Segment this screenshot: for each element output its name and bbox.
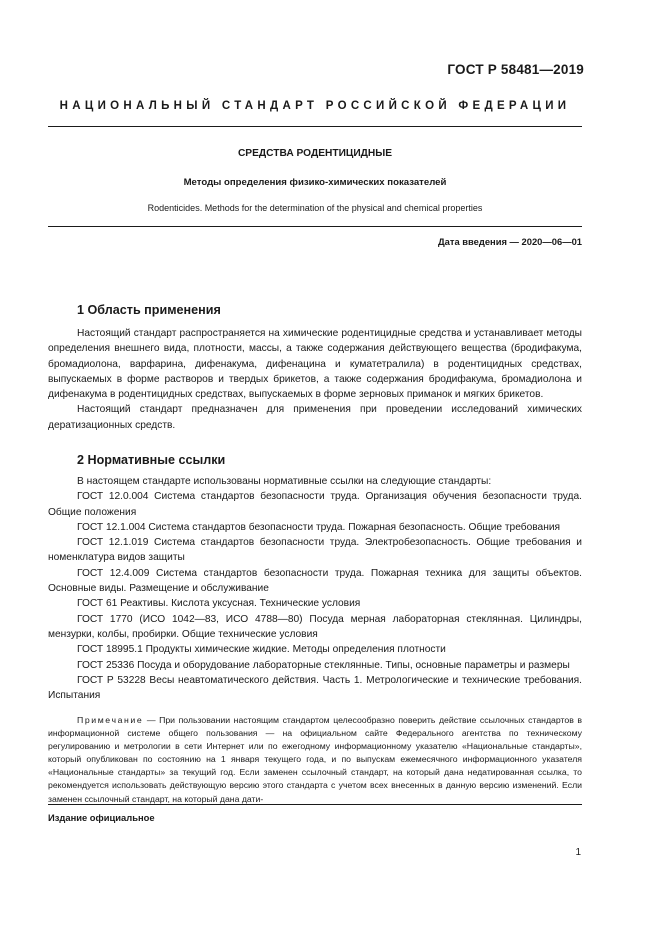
document-title: СРЕДСТВА РОДЕНТИЦИДНЫЕ	[237, 148, 393, 159]
section-2-body	[48, 474, 582, 703]
title-divider	[48, 226, 582, 227]
section-2-intro: В настоящем стандарте использованы нормативные ссылки на следующие стандарты:	[77, 476, 492, 487]
reference-item: ГОСТ 25336 Посуда и оборудование лабораторные стеклянные. Типы, основные параметры и размеры	[77, 659, 570, 671]
reference-item: ГОСТ 12.1.004 Система стандартов безопасности труда. Пожарная безопасность. Общие требования	[77, 521, 561, 533]
section-1-heading: 1 Область применения	[77, 303, 221, 317]
note	[48, 714, 582, 806]
document-subtitle: Методы определения физико-химических показателей	[183, 177, 447, 188]
footer-divider	[48, 804, 582, 805]
note-text: — При пользовании настоящим стандартом целесообразно поверить действие ссылочных стандартов в информационной системе общего пользования — на официальном сайте Федерального агентства по техническому регулированию и метрологии в сети Интернет или по ежегодному информационному указателю «Национальные стандарты», который опубликован по состоянию на 1 января текущего года, и по выпускам ежемесячного информационного указателя «Национальные стандарты» за текущий год. Если заменен ссылочный стандарт, на который дана недатированная ссылка, то рекомендуется использовать действующую версию этого стандарта с учетом всех внесенных в данную версию изменений. Если заменен ссылочный стандарт, на который дана дати-	[48, 715, 582, 804]
introduction-date: Дата введения — 2020—06—01	[437, 236, 582, 247]
note-paragraph	[48, 714, 582, 806]
page-number: 1	[575, 847, 581, 858]
section-1-body	[48, 326, 582, 433]
header-divider	[48, 126, 582, 127]
section-1-paragraph: Настоящий стандарт распространяется на химические родентицидные средства и устанавливает методы определения внешнего вида, плотности, массы, а также содержания действующего вещества (бродифакума, бромадиолона, варфарина, дифенакума, дифенацина и куматетралила) в родентицидных средствах, выпускаемых в форме растворов и твердых брикетов, а также содержания бродифакума, бромадиолона и дифенакума в родентицидных средствах, выпускаемых в форме зерновых приманок и мягких брикетов.	[48, 328, 582, 401]
english-title: Rodenticides. Methods for the determination of the physical and chemical properties	[147, 203, 483, 213]
reference-item: ГОСТ 12.4.009 Система стандартов безопасности труда. Пожарная техника для защиты объектов. Основные виды. Размещение и обслуживание	[48, 567, 582, 595]
reference-item: ГОСТ Р 53228 Весы неавтоматического действия. Часть 1. Метрологические и технические требования. Испытания	[48, 674, 582, 702]
section-2-heading: 2 Нормативные ссылки	[77, 453, 226, 467]
section-1-paragraph: Настоящий стандарт предназначен для применения при проведении исследований химических дератизационных средств.	[48, 404, 582, 431]
reference-item: ГОСТ 18995.1 Продукты химические жидкие. Методы определения плотности	[77, 644, 446, 656]
reference-item: ГОСТ 1770 (ИСО 1042—83, ИСО 4788—80) Посуда мерная лабораторная стеклянная. Цилиндры, мензурки, колбы, пробирки. Общие технические условия	[48, 613, 582, 640]
national-standard-header: НАЦИОНАЛЬНЫЙ СТАНДАРТ РОССИЙСКОЙ ФЕДЕРАЦИИ	[59, 100, 571, 112]
reference-item: ГОСТ 12.1.019 Система стандартов безопасности труда. Электробезопасность. Общие требования и номенклатура видов защиты	[48, 537, 582, 564]
note-label: Примечание	[77, 715, 144, 725]
gost-code: ГОСТ Р 58481—2019	[447, 62, 584, 77]
reference-item: ГОСТ 12.0.004 Система стандартов безопасности труда. Организация обучения безопасности труда. Общие положения	[48, 491, 582, 518]
official-edition-label: Издание официальное	[48, 812, 155, 823]
reference-item: ГОСТ 61 Реактивы. Кислота уксусная. Технические условия	[77, 598, 361, 610]
